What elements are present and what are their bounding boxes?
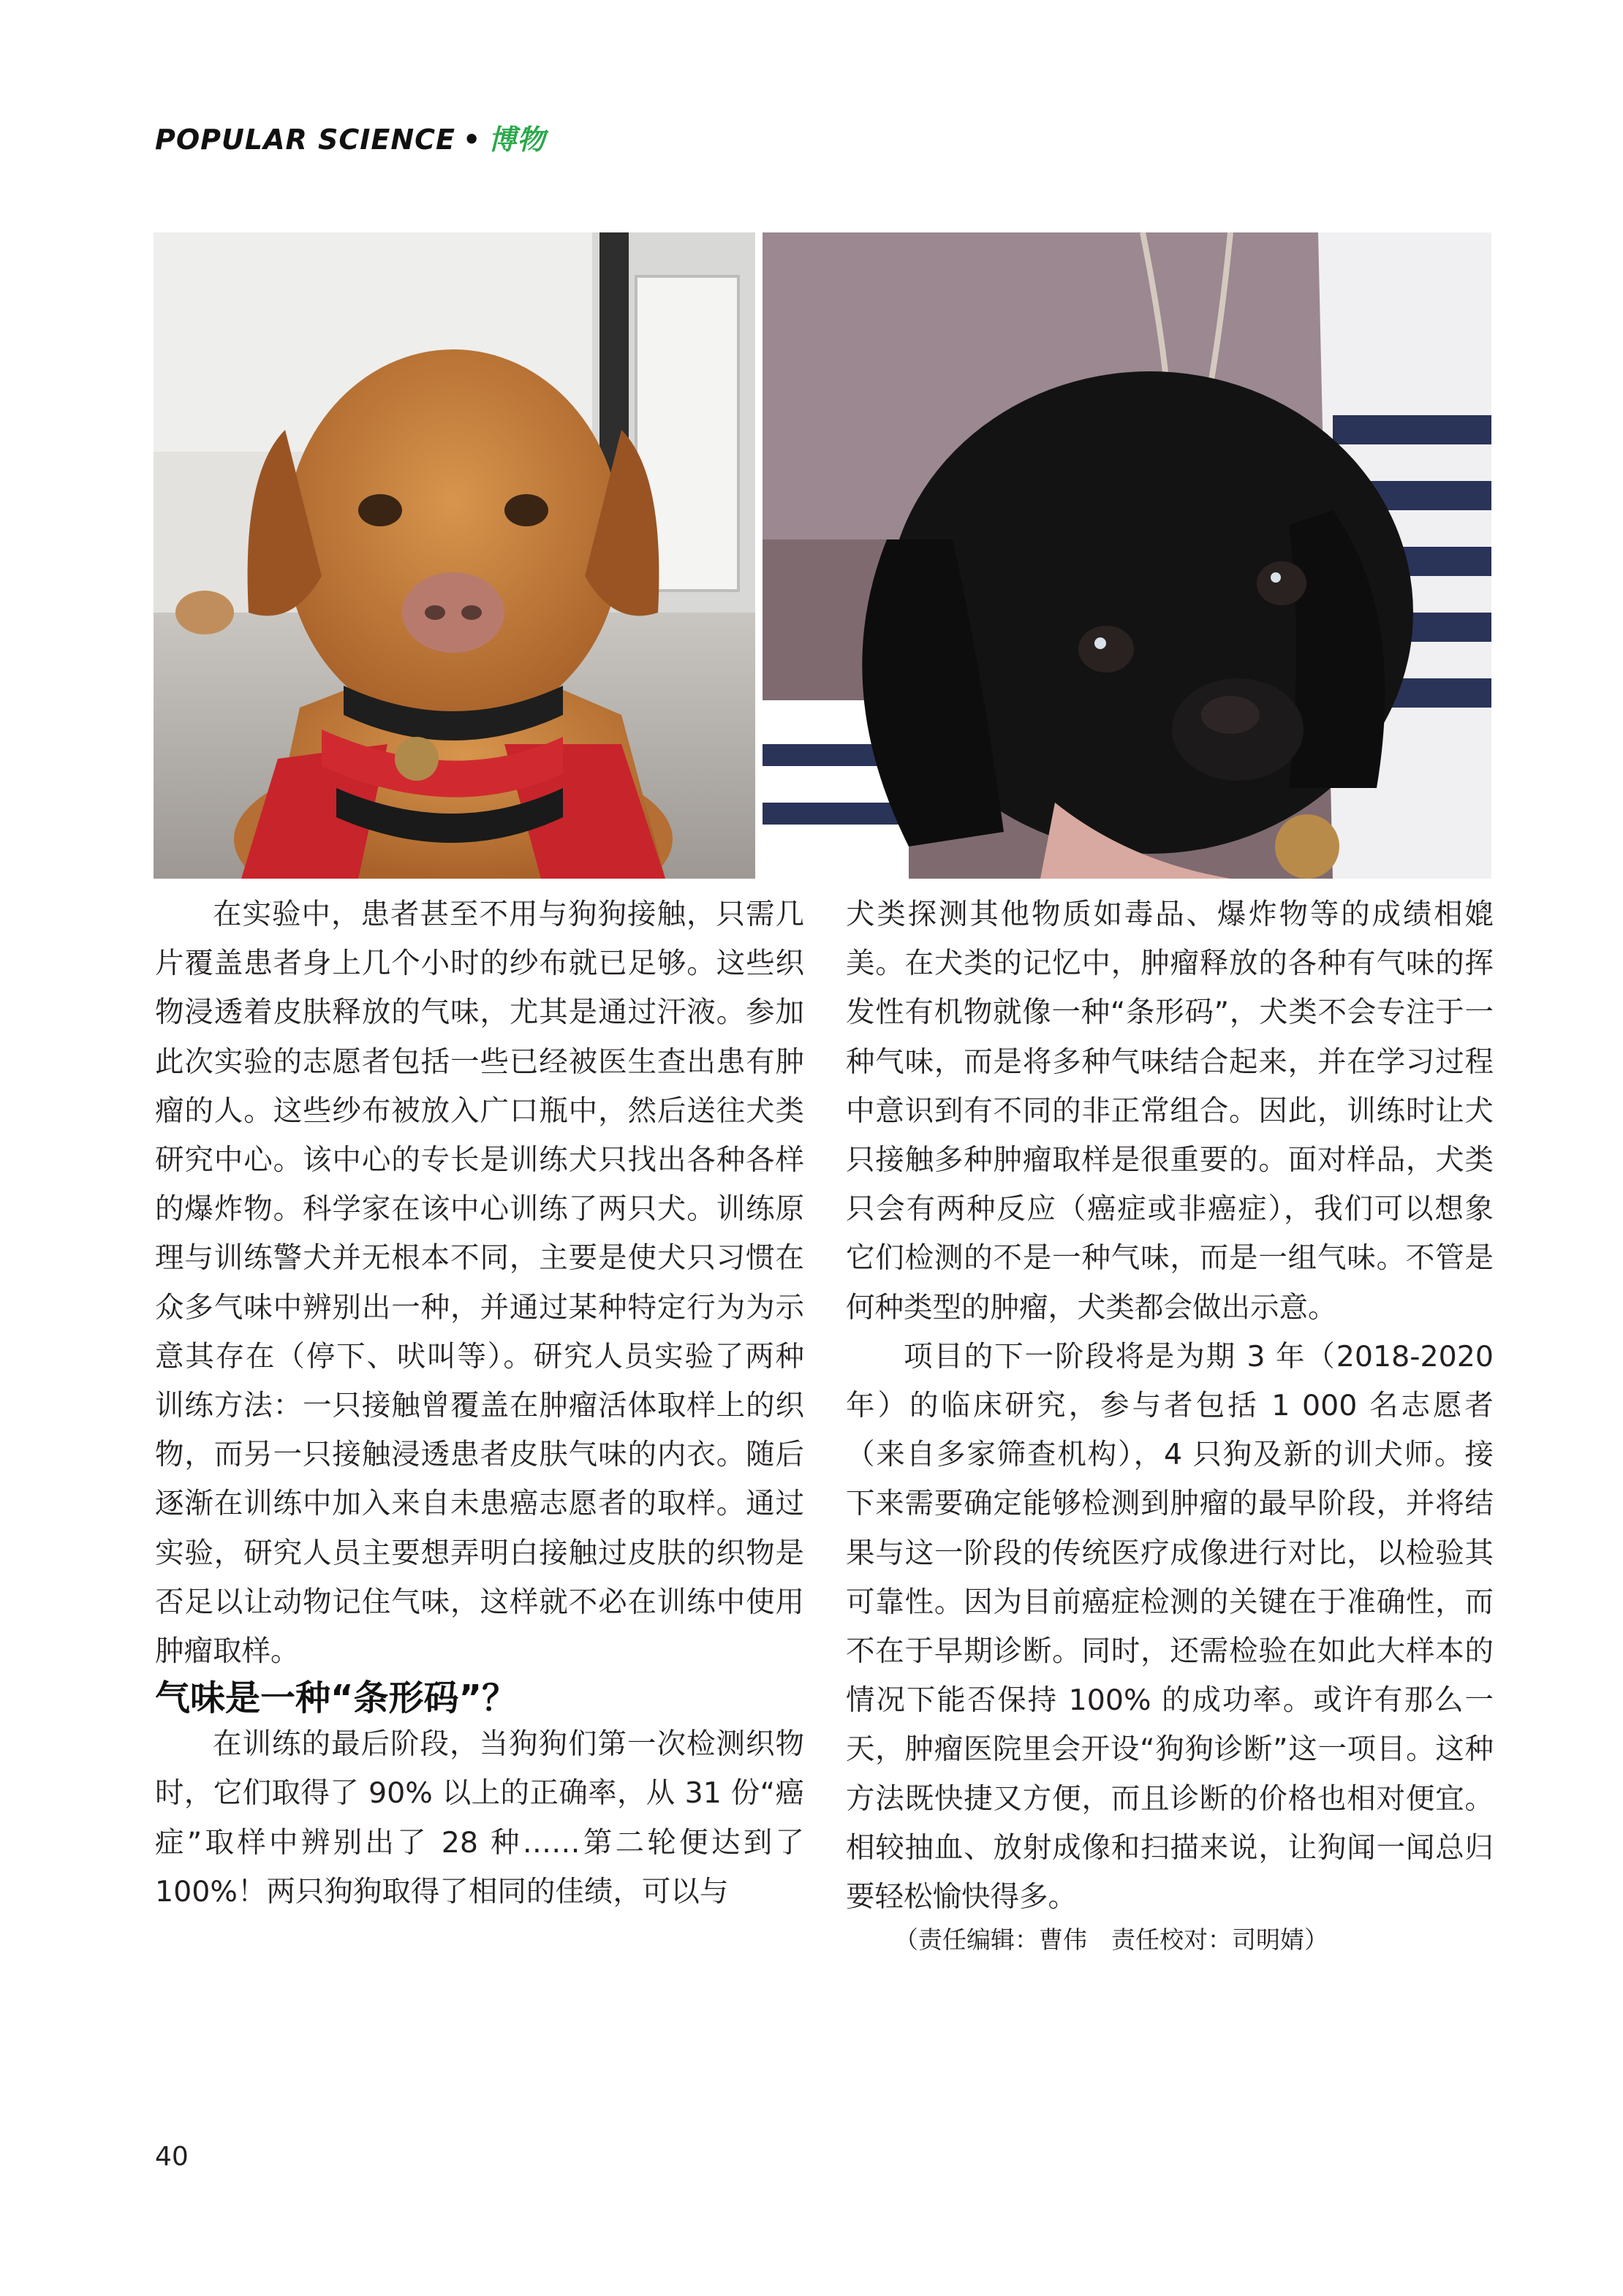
header-separator: •	[462, 124, 482, 156]
paragraph-1: 在实验中，患者甚至不用与狗狗接触，只需几片覆盖患者身上几个小时的纱布就已足够。这些织物浸透着皮肤释放的气味，尤其是通过汗液。参加此次实验的志愿者包括一些已经被医生查出患有肿瘤的人。这些纱布被放入广口瓶中，然后送往犬类研究中心。该中心的专长是训练犬只找出各种各样的爆炸物。科学家在该中心训练了两只犬。训练原理与训练警犬并无根本不同，主要是使犬只习惯在众多气味中辨别出一种，并通过某种特定行为为示意其存在（停下、吠叫等）。研究人员实验了两种训练方法：一只接触曾覆盖在肿瘤活体取样上的织物，而另一只接触浸透患者皮肤气味的内衣。随后逐渐在训练中加入来自未患癌志愿者的取样。通过实验，研究人员主要想弄明白接触过皮肤的织物是否足以让动物记住气味，这样就不必在训练中使用肿瘤取样。	[155, 898, 804, 1669]
magazine-name: POPULAR SCIENCE	[155, 124, 455, 156]
paragraph-2-continued: 犬类探测其他物质如毒品、爆炸物等的成绩相媲美。在犬类的记忆中，肿瘤释放的各种有气味的挥发性有机物就像一种“条形码”，犬类不会专注于一种气味，而是将多种气味结合起来，并在学习过程中意识到有不同的非正常组合。因此，训练时让犬只接触多种肿瘤取样是很重要的。面对样品，犬类只会有两种反应（癌症或非癌症），我们可以想象它们检测的不是一种气味，而是一组气味。不管是何种类型的肿瘤，犬类都会做出示意。	[846, 898, 1494, 1325]
article-column-right	[846, 890, 1494, 1958]
paragraph-3: 项目的下一阶段将是为期 3 年（2018-2020年）的临床研究，参与者包括 1 000 名志愿者（来自多家筛查机构），4 只狗及新的训犬师。接下来需要确定能够检测到肿瘤的最早阶段，并将结果与这一阶段的传统医疗成像进行对比，以检验其可靠性。因为目前癌症检测的关键在于准确性，而不在于早期诊断。同时，还需检验在如此大样本的情况下能否保持 100% 的成功率。或许有那么一天，肿瘤医院里会开设“狗狗诊断”这一项目。这种方法既快捷又方便，而且诊断的价格也相对便宜。相较抽血、放射成像和扫描来说，让狗闻一闻总归要轻松愉快得多。	[846, 1339, 1494, 1914]
section-heading: 气味是一种“条形码”？	[155, 1678, 518, 1719]
black-spaniel-puppy-photo	[763, 232, 1491, 879]
yellow-labrador-dog-photo	[154, 232, 755, 879]
paragraph-2: 在训练的最后阶段，当狗狗们第一次检测织物时，它们取得了 90% 以上的正确率，从 31 份“癌症”取样中辨别出了 28 种……第二轮便达到了 100%！两只狗狗取得了相同的佳绩，可以与	[155, 1727, 804, 1909]
running-header	[155, 117, 545, 157]
article-column-left	[155, 890, 804, 1917]
editor-credit: （责任编辑：曹伟 责任校对：司明婧）	[894, 1925, 1328, 1955]
section-name: 博物	[488, 124, 546, 156]
page-number: 40	[155, 2142, 189, 2172]
